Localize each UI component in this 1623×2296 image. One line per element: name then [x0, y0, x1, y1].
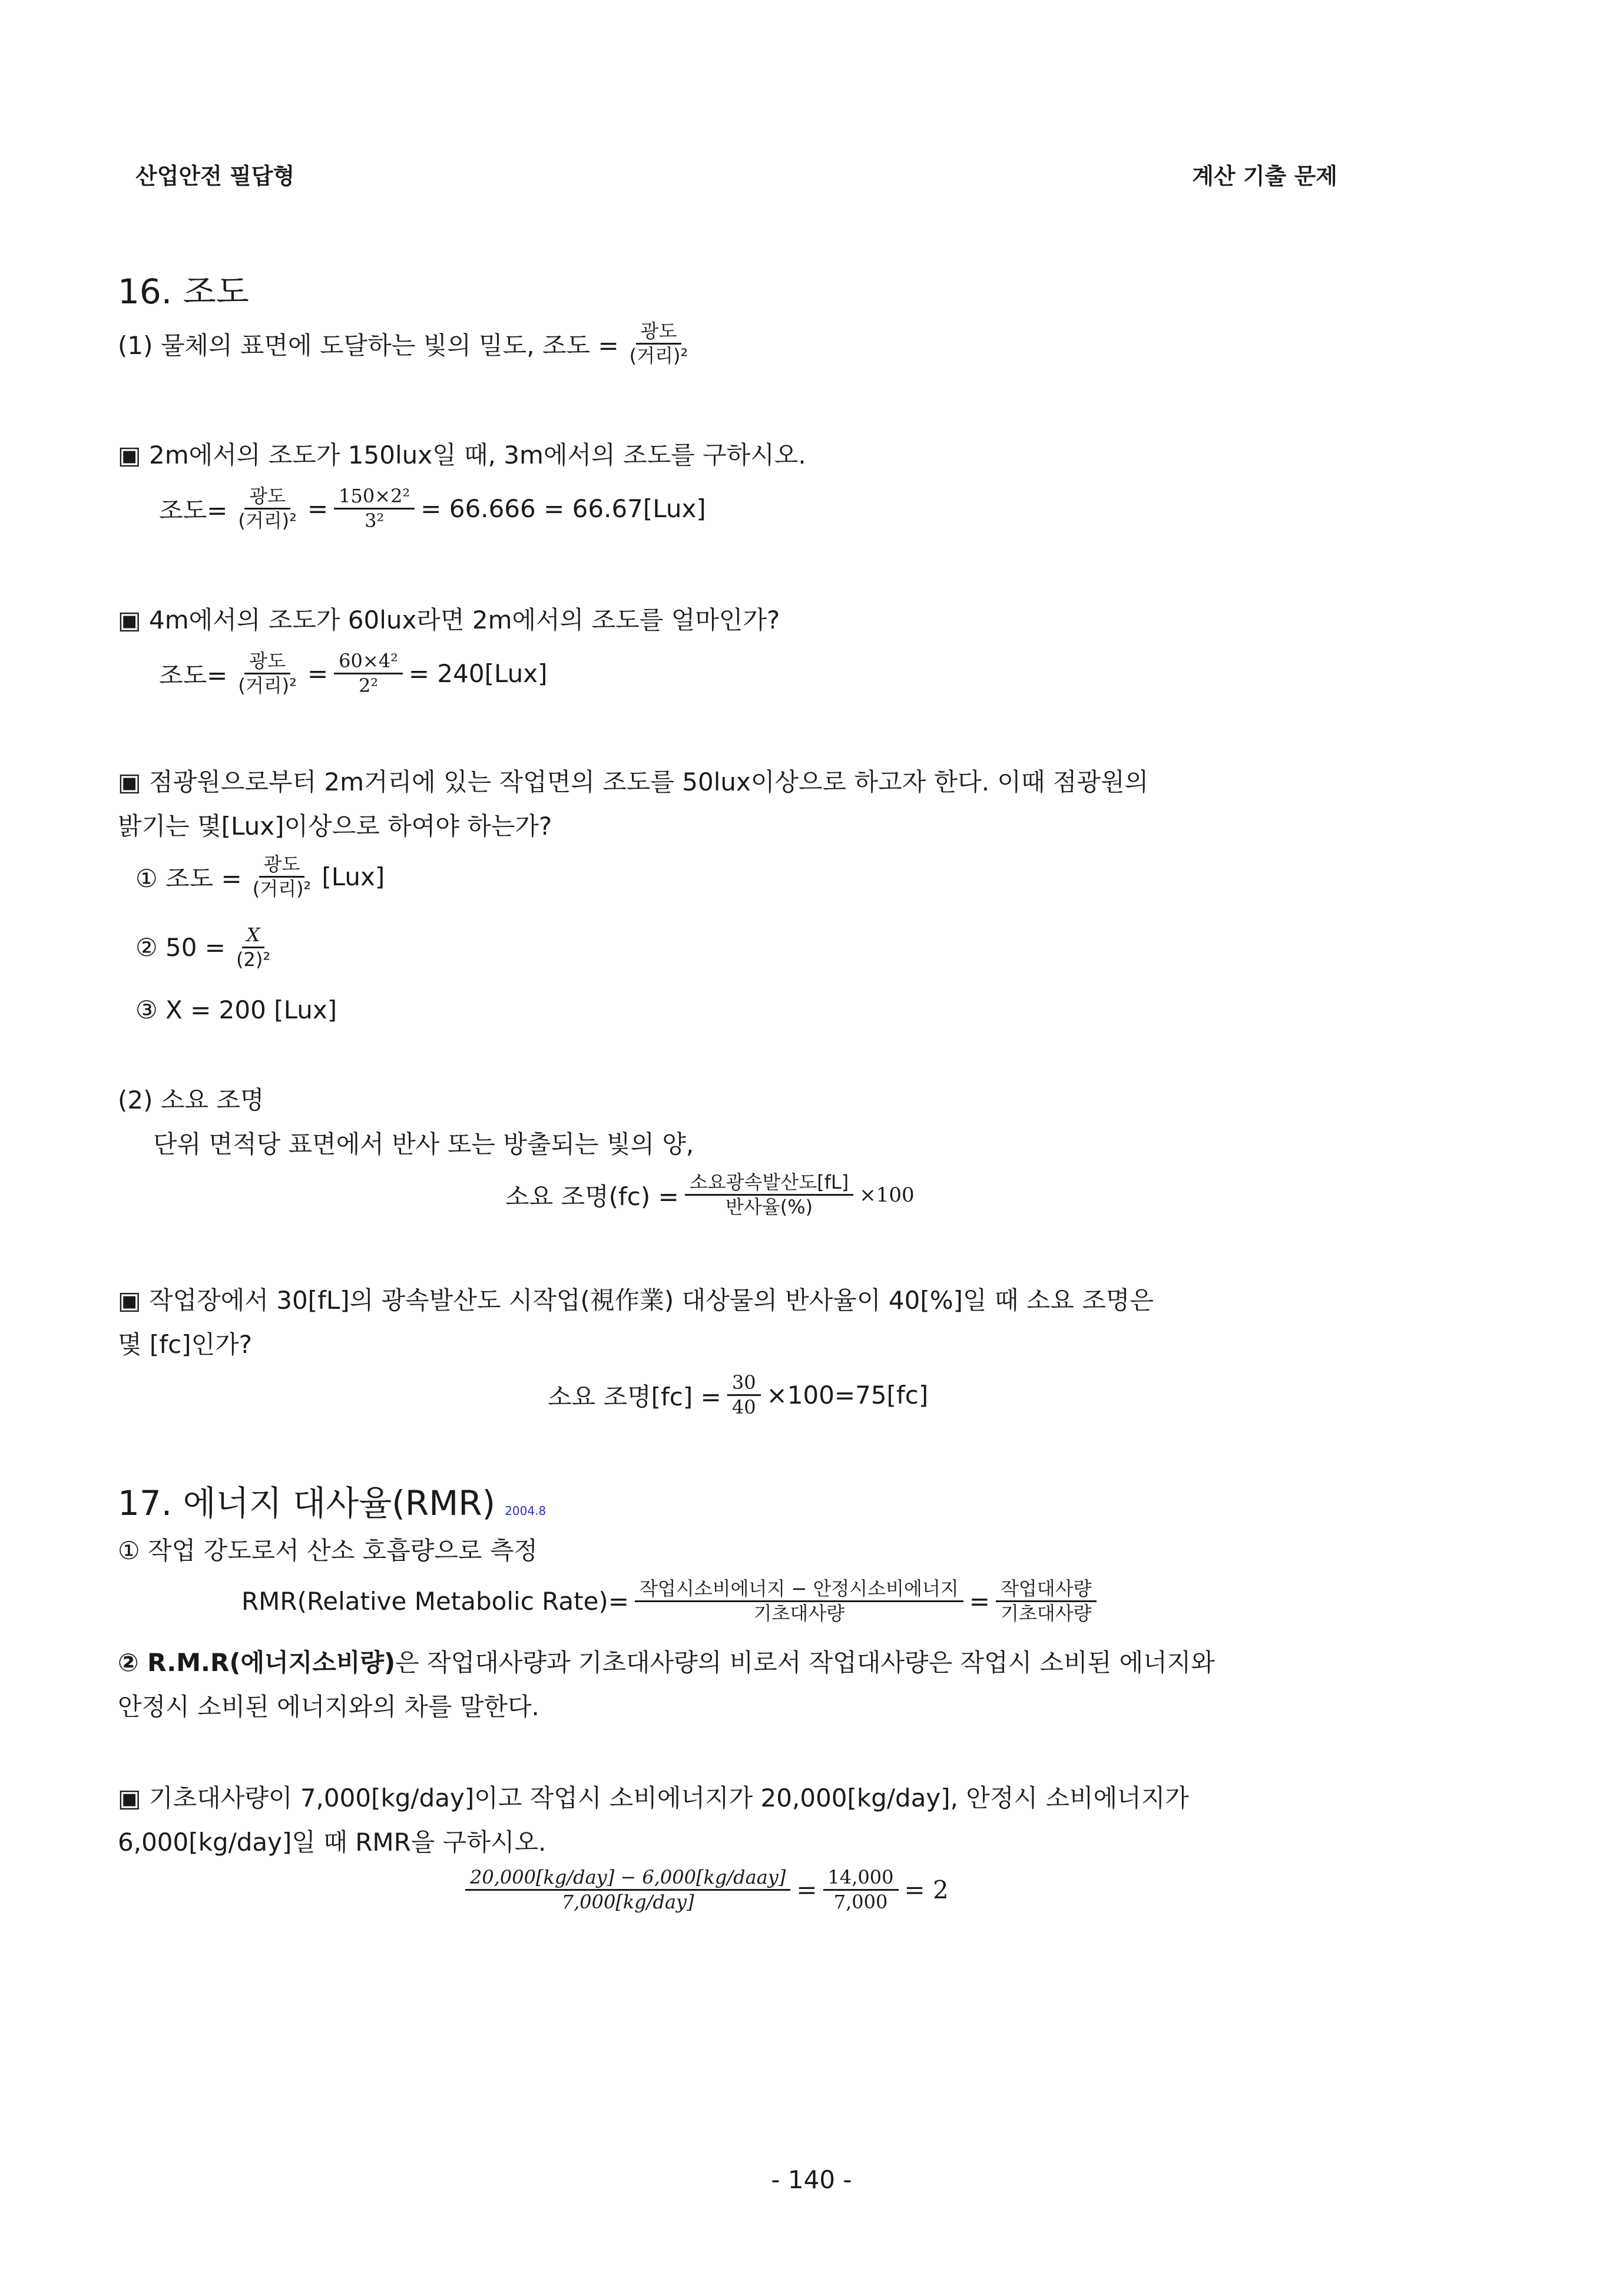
answer-1-fraction-a [233, 486, 302, 531]
fraction-numerator: X [242, 925, 265, 948]
section-16-title: 16. 조도 [118, 272, 249, 312]
question-4-line-2: 몇 [fc]인가? [118, 1330, 253, 1359]
answer-5-result: = 2 [904, 1875, 949, 1905]
step-2-fraction [231, 925, 275, 970]
rmr-lhs: RMR(Relative Metabolic Rate)= [241, 1587, 630, 1616]
step-2 [135, 925, 281, 970]
answer-5 [459, 1867, 949, 1913]
answer-2-fraction-b [334, 651, 403, 696]
question-3-line-1: ▣ 점광원으로부터 2m거리에 있는 작업면의 조도를 50lux이상으로 하고자 한다. 이때 점광원의 [118, 767, 1149, 796]
answer-4-lhs: 소요 조명[fc] = [548, 1382, 721, 1411]
step-2-lhs: ② 50 = [135, 933, 226, 962]
subsection-2-title: (2) 소요 조명 [118, 1086, 264, 1114]
answer-1 [159, 486, 706, 531]
fraction-denominator: 기초대사량 [1000, 1602, 1092, 1625]
answer-5-fraction-b [823, 1867, 899, 1913]
question-5-line-1: ▣ 기초대사량이 7,000[kg/day]이고 작업시 소비에너지가 20,000[kg/day], 안정시 소비에너지가 [118, 1784, 1189, 1812]
rmr-fraction-a [635, 1579, 963, 1624]
answer-4 [548, 1372, 928, 1418]
section-17-title: 17. 에너지 대사율(RMR) [118, 1483, 496, 1523]
fraction-denominator: 반사율(%) [726, 1196, 813, 1219]
step-1-fraction [248, 854, 316, 899]
exam-date: 2004.8 [505, 1504, 546, 1518]
section-17-item-1: ① 작업 강도로서 산소 호흡량으로 측정 [118, 1536, 538, 1565]
step-1-unit: [Lux] [322, 862, 385, 892]
fraction-denominator: (2)² [236, 948, 271, 971]
question-2: ▣ 4m에서의 조도가 60lux라면 2m에서의 조도를 얼마인가? [118, 606, 780, 634]
definition-fraction [625, 321, 693, 366]
rmr-fraction-b [996, 1579, 1097, 1624]
answer-4-fraction [727, 1372, 761, 1418]
item-2-bold-term: ② R.M.R(에너지소비량) [118, 1648, 396, 1677]
equals-sign: = [307, 494, 329, 524]
fraction-denominator: (거리)² [238, 674, 297, 697]
formula-multiplier: ×100 [859, 1183, 915, 1207]
fraction-numerator: 광도 [244, 486, 290, 510]
answer-2-lhs: 조도= [159, 660, 228, 690]
question-3-line-2: 밝기는 몇[Lux]이상으로 하여야 하는가? [118, 812, 552, 841]
item-2-rest: 은 작업대사량과 기초대사량의 비로서 작업대사량은 작업시 소비된 에너지와 [395, 1648, 1215, 1677]
fraction-numerator: 광도 [636, 321, 682, 345]
fraction-denominator: 40 [731, 1396, 756, 1419]
required-lighting-formula [505, 1172, 915, 1218]
equals-sign: = [969, 1587, 990, 1616]
header-left-title: 산업안전 필답형 [135, 163, 295, 189]
step-1-lhs: ① 조도 = [135, 864, 242, 893]
answer-5-fraction-a [465, 1867, 790, 1913]
fraction-numerator: 작업대사량 [996, 1579, 1097, 1602]
fraction-denominator: (거리)² [252, 878, 312, 901]
fraction-denominator: (거리)² [238, 510, 297, 532]
answer-2 [159, 651, 548, 696]
rmr-formula [241, 1579, 1102, 1624]
answer-2-result: = 240[Lux] [408, 659, 548, 689]
equals-sign: = [796, 1875, 817, 1905]
fraction-numerator: 150×2² [334, 486, 415, 510]
illuminance-definition [118, 321, 698, 366]
fraction-denominator: 2² [358, 674, 379, 697]
definition-label: (1) 물체의 표면에 도달하는 빛의 밀도, 조도 = [118, 330, 619, 360]
fraction-denominator: 7,000[kg/day] [561, 1891, 694, 1914]
page-number: - 140 - [771, 2165, 852, 2194]
formula-lhs: 소요 조명(fc) = [505, 1182, 679, 1211]
fraction-numerator: 광도 [259, 854, 305, 878]
section-17-item-2-line-1 [118, 1643, 1215, 1679]
answer-4-result: ×100=75[fc] [766, 1381, 929, 1410]
answer-2-fraction-a [233, 651, 302, 696]
answer-1-result: = 66.666 = 66.67[Lux] [420, 494, 706, 524]
fraction-denominator: 7,000 [833, 1891, 888, 1914]
fraction-numerator: 작업시소비에너지 − 안정시소비에너지 [635, 1579, 963, 1602]
answer-1-lhs: 조도= [159, 495, 228, 525]
fraction-denominator: 3² [365, 510, 385, 532]
fraction-numerator: 20,000[kg/day] − 6,000[kg/daay] [465, 1867, 790, 1891]
equals-sign: = [307, 659, 329, 689]
header-right-title: 계산 기출 문제 [1192, 163, 1337, 189]
fraction-numerator: 30 [727, 1372, 761, 1396]
subsection-2-description: 단위 면적당 표면에서 반사 또는 방출되는 빛의 양, [153, 1130, 694, 1159]
step-3: ③ X = 200 [Lux] [135, 995, 337, 1024]
question-4-line-1: ▣ 작업장에서 30[fL]의 광속발산도 시작업(視作業) 대상물의 반사율이 40[%]일 때 소요 조명은 [118, 1286, 1154, 1315]
fraction-denominator: 기초대사량 [753, 1602, 845, 1625]
step-1 [135, 854, 385, 899]
fraction-numerator: 소요광속발산도[fL] [685, 1172, 853, 1196]
fraction-numerator: 14,000 [823, 1867, 899, 1891]
fraction-denominator: (거리)² [629, 345, 688, 368]
fraction-numerator: 광도 [244, 651, 290, 674]
question-5-line-2: 6,000[kg/day]일 때 RMR을 구하시오. [118, 1828, 546, 1857]
section-17-item-2-line-2: 안정시 소비된 에너지와의 차를 말한다. [118, 1692, 539, 1721]
formula-fraction [685, 1172, 853, 1218]
fraction-numerator: 60×4² [334, 651, 403, 674]
answer-1-fraction-b [334, 486, 415, 531]
question-1: ▣ 2m에서의 조도가 150lux일 때, 3m에서의 조도를 구하시오. [118, 441, 806, 469]
section-17-title-row [118, 1475, 546, 1525]
